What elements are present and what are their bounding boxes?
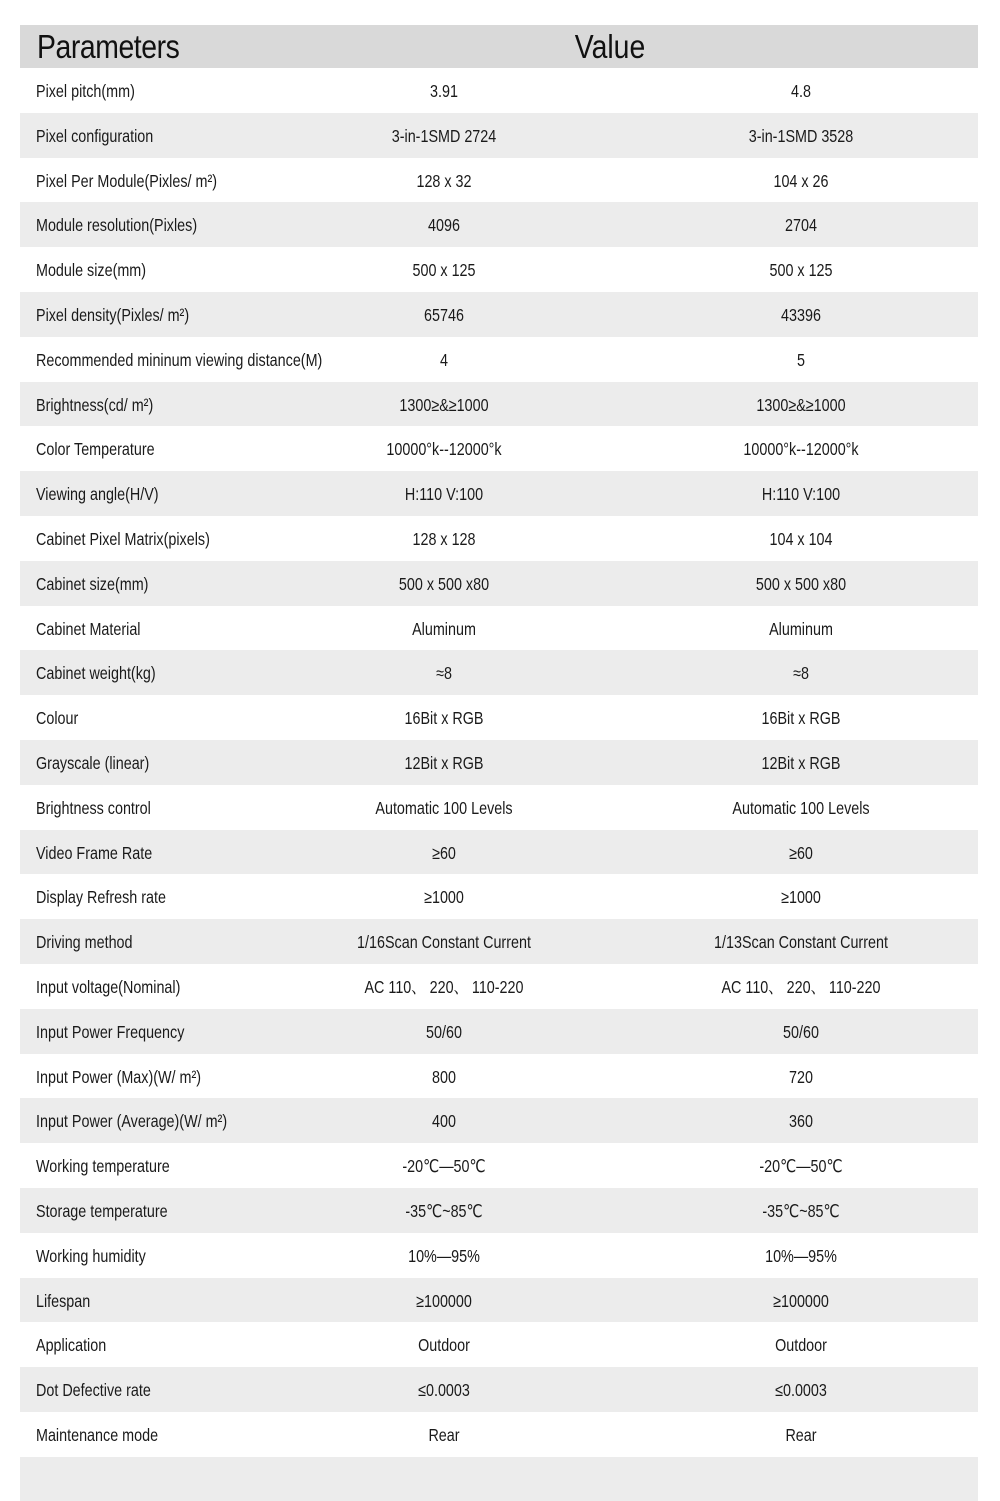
value-cell-2: Automatic 100 Levels bbox=[732, 797, 870, 818]
value-cell-1: H:110 V:100 bbox=[404, 484, 484, 505]
spec-table bbox=[20, 25, 978, 1501]
value-cell-1: 10%—95% bbox=[408, 1245, 480, 1266]
table-row bbox=[20, 1143, 978, 1188]
value-cell-2: 500 x 125 bbox=[769, 260, 833, 281]
value-cell-2: 16Bit x RGB bbox=[761, 708, 841, 729]
table-header bbox=[20, 25, 978, 68]
value-cell-1: -35℃~85℃ bbox=[405, 1200, 483, 1221]
table-row bbox=[20, 247, 978, 292]
table-row bbox=[20, 1412, 978, 1457]
value-cell-2: 10000°k--12000°k bbox=[743, 439, 859, 460]
value-cell-2: 104 x 104 bbox=[769, 528, 833, 549]
parameter-label: Brightness control bbox=[36, 797, 151, 818]
value-cell-1: 800 bbox=[432, 1066, 456, 1087]
table-row bbox=[20, 561, 978, 606]
value-cell-1: -20℃—50℃ bbox=[402, 1156, 486, 1177]
table-body bbox=[20, 68, 978, 1457]
table-row bbox=[20, 337, 978, 382]
parameter-label: Color Temperature bbox=[36, 439, 155, 460]
table-row bbox=[20, 158, 978, 203]
value-cell-1: Automatic 100 Levels bbox=[375, 797, 513, 818]
value-cell-1: 16Bit x RGB bbox=[404, 708, 484, 729]
value-cell-1: 1/16Scan Constant Current bbox=[357, 932, 531, 953]
parameter-label: Storage temperature bbox=[36, 1200, 168, 1221]
parameter-label: Pixel Per Module(Pixles/ m²) bbox=[36, 170, 218, 191]
value-cell-2: AC 110、 220、 110-220 bbox=[721, 976, 881, 997]
table-row bbox=[20, 785, 978, 830]
parameter-label: Cabinet weight(kg) bbox=[36, 663, 156, 684]
parameter-label: Brightness(cd/ m²) bbox=[36, 394, 154, 415]
parameter-label: Video Frame Rate bbox=[36, 842, 153, 863]
value-cell-1: 128 x 32 bbox=[416, 170, 472, 191]
value-cell-2: 720 bbox=[789, 1066, 813, 1087]
parameter-label: Module size(mm) bbox=[36, 260, 147, 281]
parameter-label: Cabinet Pixel Matrix(pixels) bbox=[36, 528, 210, 549]
table-row bbox=[20, 695, 978, 740]
value-cell-1: 12Bit x RGB bbox=[404, 752, 484, 773]
value-cell-1: 3.91 bbox=[430, 81, 458, 101]
value-cell-2: 50/60 bbox=[783, 1021, 819, 1042]
value-cell-1: 4096 bbox=[428, 215, 460, 236]
value-cell-2: 1/13Scan Constant Current bbox=[714, 932, 888, 953]
value-cell-2: 104 x 26 bbox=[773, 170, 829, 191]
value-cell-2: 2704 bbox=[785, 215, 817, 236]
value-cell-2: Aluminum bbox=[769, 618, 833, 639]
value-cell-1: Outdoor bbox=[418, 1335, 470, 1356]
value-cell-2: 1300≥&≥1000 bbox=[756, 394, 846, 415]
parameter-label: Pixel configuration bbox=[36, 125, 154, 146]
value-cell-2: 500 x 500 x80 bbox=[755, 573, 847, 594]
value-cell-2: ≥100000 bbox=[773, 1290, 829, 1311]
value-cell-1: Aluminum bbox=[412, 618, 476, 639]
value-cell-1: ≥100000 bbox=[416, 1290, 472, 1311]
value-cell-1: 50/60 bbox=[426, 1021, 462, 1042]
value-cell-1: 500 x 125 bbox=[412, 260, 476, 281]
value-cell-1: 1300≥&≥1000 bbox=[399, 394, 489, 415]
table-row bbox=[20, 1054, 978, 1099]
table-footer bbox=[20, 1457, 978, 1501]
header-parameters: Parameters bbox=[37, 28, 180, 65]
value-cell-1: ≥1000 bbox=[424, 887, 464, 908]
value-cell-1: 4 bbox=[440, 349, 448, 370]
table-row bbox=[20, 516, 978, 561]
table-row bbox=[20, 471, 978, 516]
table-row bbox=[20, 606, 978, 651]
value-cell-2: 3-in-1SMD 3528 bbox=[748, 125, 854, 146]
value-cell-1: 128 x 128 bbox=[412, 528, 476, 549]
parameter-label: Pixel pitch(mm) bbox=[36, 81, 135, 101]
parameter-label: Maintenance mode bbox=[36, 1424, 159, 1445]
parameter-label: Application bbox=[36, 1335, 107, 1356]
parameter-label: Input voltage(Nominal) bbox=[36, 976, 181, 997]
table-row bbox=[20, 1278, 978, 1323]
value-cell-2: ≈8 bbox=[793, 663, 809, 684]
value-cell-2: -35℃~85℃ bbox=[762, 1200, 840, 1221]
table-row bbox=[20, 202, 978, 247]
value-cell-2: Rear bbox=[785, 1424, 817, 1445]
value-cell-2: 10%—95% bbox=[765, 1245, 837, 1266]
value-cell-1: 65746 bbox=[424, 304, 464, 325]
table-row bbox=[20, 830, 978, 875]
table-row bbox=[20, 1322, 978, 1367]
value-cell-1: 10000°k--12000°k bbox=[386, 439, 502, 460]
parameter-label: Recommended mininum viewing distance(M) bbox=[36, 349, 323, 370]
value-cell-2: 12Bit x RGB bbox=[761, 752, 841, 773]
value-cell-2: 5 bbox=[797, 349, 805, 370]
parameter-label: Input Power Frequency bbox=[36, 1021, 185, 1042]
table-row bbox=[20, 740, 978, 785]
parameter-label: Cabinet size(mm) bbox=[36, 573, 149, 594]
value-cell-2: -20℃—50℃ bbox=[759, 1156, 843, 1177]
parameter-label: Driving method bbox=[36, 932, 133, 953]
value-cell-2: 360 bbox=[789, 1111, 813, 1132]
value-cell-2: 43396 bbox=[781, 304, 821, 325]
table-row bbox=[20, 1009, 978, 1054]
table-row bbox=[20, 1188, 978, 1233]
parameter-label: Grayscale (linear) bbox=[36, 752, 150, 773]
parameter-label: Pixel density(Pixles/ m²) bbox=[36, 304, 190, 325]
table-row bbox=[20, 1367, 978, 1412]
value-cell-1: 500 x 500 x80 bbox=[398, 573, 490, 594]
value-cell-2: ≥60 bbox=[789, 842, 813, 863]
parameter-label: Working humidity bbox=[36, 1245, 146, 1266]
parameter-label: Lifespan bbox=[36, 1290, 91, 1311]
value-cell-1: Rear bbox=[428, 1424, 460, 1445]
value-cell-1: ≤0.0003 bbox=[418, 1380, 470, 1401]
table-row bbox=[20, 1098, 978, 1143]
value-cell-1: AC 110、 220、 110-220 bbox=[364, 976, 524, 997]
table-row bbox=[20, 292, 978, 337]
parameter-label: Working temperature bbox=[36, 1156, 170, 1177]
parameter-label: Viewing angle(H/V) bbox=[36, 484, 159, 505]
parameter-label: Cabinet Material bbox=[36, 618, 141, 639]
value-cell-1: 3-in-1SMD 2724 bbox=[391, 125, 497, 146]
value-cell-1: ≈8 bbox=[436, 663, 452, 684]
value-cell-2: Outdoor bbox=[775, 1335, 827, 1356]
table-row bbox=[20, 426, 978, 471]
parameter-label: Colour bbox=[36, 708, 79, 729]
table-row bbox=[20, 382, 978, 427]
header-value: Value bbox=[574, 28, 646, 65]
parameter-label: Module resolution(Pixles) bbox=[36, 215, 198, 236]
value-cell-2: ≥1000 bbox=[781, 887, 821, 908]
value-cell-1: ≥60 bbox=[432, 842, 456, 863]
table-row bbox=[20, 68, 978, 113]
table-row bbox=[20, 964, 978, 1009]
table-row bbox=[20, 874, 978, 919]
value-cell-1: 400 bbox=[432, 1111, 456, 1132]
parameter-label: Input Power (Average)(W/ m²) bbox=[36, 1111, 228, 1132]
table-row bbox=[20, 113, 978, 158]
table-row bbox=[20, 1233, 978, 1278]
table-row bbox=[20, 919, 978, 964]
value-cell-2: 4.8 bbox=[791, 81, 811, 101]
parameter-label: Display Refresh rate bbox=[36, 887, 167, 908]
table-row bbox=[20, 650, 978, 695]
value-cell-2: H:110 V:100 bbox=[761, 484, 841, 505]
parameter-label: Input Power (Max)(W/ m²) bbox=[36, 1066, 202, 1087]
parameter-label: Dot Defective rate bbox=[36, 1380, 151, 1401]
value-cell-2: ≤0.0003 bbox=[775, 1380, 827, 1401]
